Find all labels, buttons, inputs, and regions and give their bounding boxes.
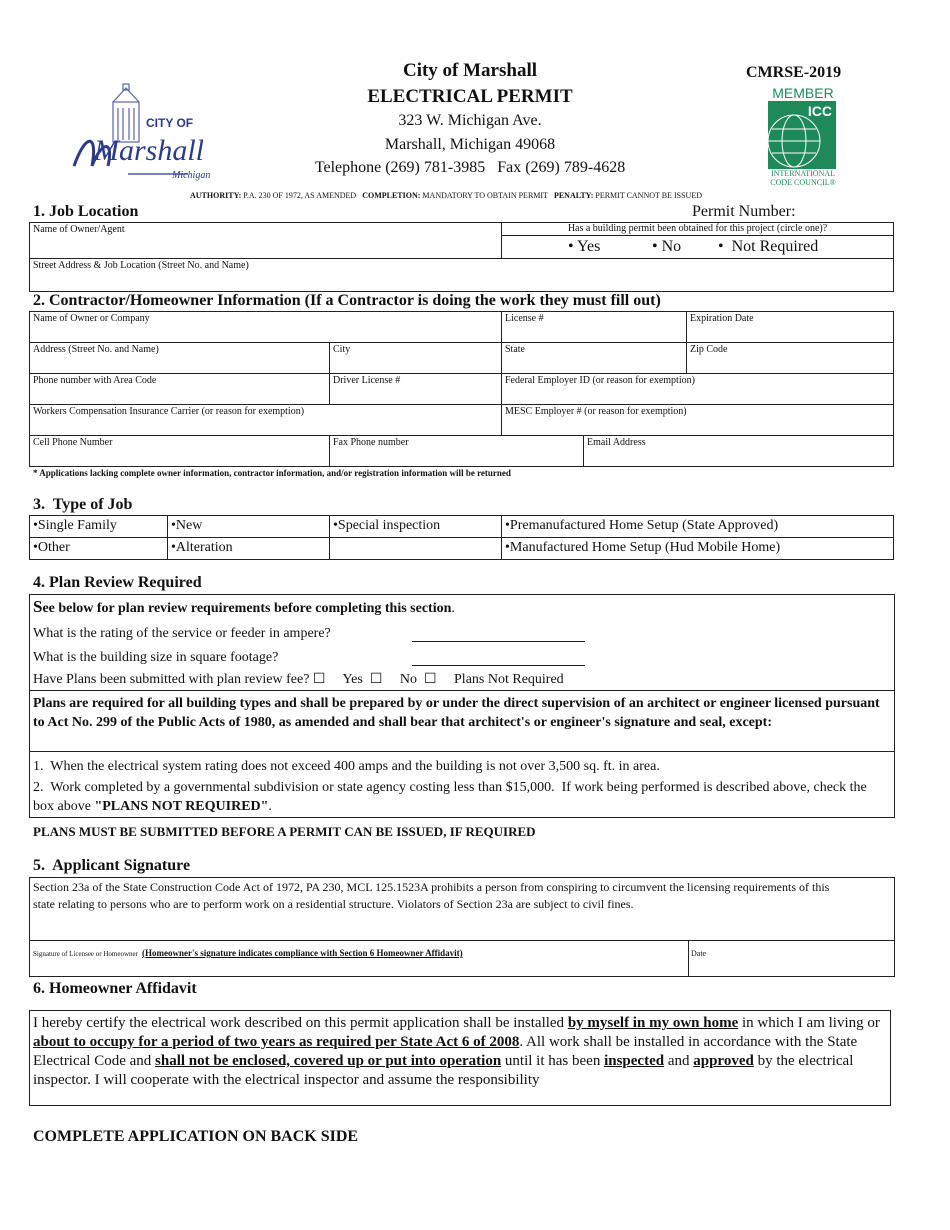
sig-date-divider: [688, 940, 689, 977]
city-logo: [68, 82, 218, 186]
plans-question[interactable]: Have Plans been submitted with plan review fee? ☐ Yes ☐ No ☐ Plans Not Required: [33, 672, 564, 687]
job-special-inspection[interactable]: [329, 515, 502, 538]
job-premanufactured-label: •Premanufactured Home Setup (State Approved): [505, 518, 779, 533]
exception-2-end: .: [268, 799, 272, 814]
owner-agent-field[interactable]: [29, 222, 502, 259]
option-not-required[interactable]: • Not Required: [718, 238, 819, 255]
mesc-label: MESC Employer # (or reason for exemption): [505, 406, 687, 417]
authority-line: [190, 191, 702, 200]
rating-question: What is the rating of the service or feeder in ampere?: [33, 626, 331, 641]
fein-field[interactable]: [501, 373, 894, 405]
authority-label: AUTHORITY:: [190, 191, 242, 200]
signature-note: (Homeowner's signature indicates compliance with Section 6 Homeowner Affidavit): [141, 948, 463, 958]
city-label: City: [333, 344, 351, 355]
size-question: What is the building size in square footage?: [33, 650, 279, 665]
city-state-line: Marshall, Michigan 49068: [384, 136, 556, 153]
permit-number-label: Permit Number:: [692, 203, 796, 220]
building-permit-question: [501, 222, 894, 236]
street-address-label: Street Address & Job Location (Street No. and Name): [33, 260, 249, 271]
aff-u5: approved: [693, 1053, 754, 1069]
expiration-label: Expiration Date: [690, 313, 754, 324]
plan-divider-1: [29, 690, 895, 691]
intro-s: S: [33, 597, 43, 616]
size-input[interactable]: [412, 665, 585, 666]
rating-input[interactable]: [412, 641, 585, 642]
job-manufactured[interactable]: [501, 537, 894, 560]
date-field[interactable]: [691, 943, 891, 973]
signature-field[interactable]: [33, 943, 683, 973]
zip-label: Zip Code: [690, 344, 728, 355]
email-field[interactable]: [583, 435, 894, 467]
state-field[interactable]: [501, 342, 687, 374]
workers-comp-label: Workers Compensation Insurance Carrier (or reason for exemption): [33, 406, 305, 417]
building-permit-options: [501, 235, 894, 259]
aff-u4: inspected: [604, 1053, 665, 1069]
owner-company-label: Name of Owner or Company: [33, 313, 150, 324]
applications-note: * Applications lacking complete owner information, contractor information, and/or registration information will be returned: [33, 468, 511, 478]
owner-company-field[interactable]: [29, 311, 502, 343]
city-name: City of Marshall: [402, 60, 538, 81]
sig-divider: [29, 940, 895, 941]
mesc-field[interactable]: [501, 404, 894, 436]
section5-title: 5. Applicant Signature: [33, 857, 191, 874]
icc-member: MEMBER: [772, 85, 834, 101]
aff-p1: I hereby certify the electrical work described on this permit application shall be installed: [33, 1015, 568, 1031]
plan-review-intro: [33, 597, 455, 617]
completion-label: COMPLETION:: [362, 191, 421, 200]
exception-2-text: 2. Work completed by a governmental subdivision or state agency costing less than $15,000. If work being performed is described above, check the box above: [33, 780, 871, 814]
aff-p6: by the electrical inspector. I will cooperate with the electrical inspector and assume the responsibility: [33, 1053, 854, 1088]
form-title: ELECTRICAL PERMIT: [367, 86, 573, 107]
footer-notice: COMPLETE APPLICATION ON BACK SIDE: [33, 1128, 359, 1145]
job-new-label: •New: [171, 518, 203, 533]
penalty-text: PERMIT CANNOT BE ISSUED: [595, 191, 702, 200]
logo-michigan: Michigan: [172, 170, 211, 181]
intro-dot: .: [451, 601, 455, 616]
signature-label: Signature of Licensee or Homeowner: [33, 950, 138, 958]
license-field[interactable]: [501, 311, 687, 343]
job-blank: [329, 537, 502, 560]
fein-label: Federal Employer ID (or reason for exemption): [505, 375, 695, 386]
phone-field[interactable]: [29, 373, 330, 405]
workers-comp-field[interactable]: [29, 404, 502, 436]
job-other-label: •Other: [33, 540, 70, 555]
section6-title: 6. Homeowner Affidavit: [33, 980, 197, 997]
plans-required-text: Plans are required for all building types and shall be prepared by or under the direct supervision of an architect or engineer licensed pursuant to Act No. 299 of the Public Acts of 1980, as amended and shall bear that architect's or engineer's signature and seal, except:: [33, 696, 880, 730]
option-no[interactable]: • No: [652, 238, 682, 255]
expiration-field[interactable]: [686, 311, 894, 343]
logo-city-of: CITY OF: [146, 116, 194, 130]
license-label: License #: [505, 313, 544, 324]
city-field[interactable]: [329, 342, 502, 374]
address-label: Address (Street No. and Name): [33, 344, 159, 355]
plan-divider-2: [29, 751, 895, 752]
section2-title: 2. Contractor/Homeowner Information (If a Contractor is doing the work they must fill out): [33, 292, 661, 309]
job-manufactured-label: •Manufactured Home Setup (Hud Mobile Home): [505, 540, 781, 555]
job-alteration[interactable]: [167, 537, 330, 560]
job-new[interactable]: [167, 515, 330, 538]
job-special-inspection-label: •Special inspection: [333, 518, 441, 533]
zip-field[interactable]: [686, 342, 894, 374]
icc-line2: CODE COUNCIL®: [770, 178, 836, 187]
globe-icon: [768, 101, 836, 169]
aff-p2: in which I am living or: [738, 1015, 880, 1031]
section3-title: 3. Type of Job: [33, 496, 133, 513]
icc-logo: [766, 85, 840, 189]
intro-rest: ee below for plan review requirements before completing this section: [42, 601, 452, 616]
completion-text: MANDATORY TO OBTAIN PERMIT: [422, 191, 548, 200]
form-id: CMRSE-2019: [746, 64, 842, 81]
icc-text: ICC: [807, 103, 832, 119]
aff-u1: by myself in my own home: [567, 1015, 739, 1031]
owner-agent-label: Name of Owner/Agent: [33, 224, 125, 235]
icc-line1: INTERNATIONAL: [771, 169, 835, 178]
section23a-text: Section 23a of the State Construction Code Act of 1972, PA 230, MCL 125.1523A prohibits a person from conspiring to circumvent the licensing requirements of this state relating to persons who are to perform work on a residential structure. Violators of Section 23a are subject to civil fines.: [33, 880, 830, 911]
aff-u3: shall not be enclosed, covered up or put into operation: [155, 1053, 502, 1069]
job-alteration-label: •Alteration: [171, 540, 233, 555]
authority-text: P.A. 230 OF 1972, AS AMENDED: [243, 191, 357, 200]
phone-line: Telephone (269) 781-3985 Fax (269) 789-4628: [314, 159, 626, 176]
penalty-label: PENALTY:: [553, 191, 594, 200]
exception-2-bold: "PLANS NOT REQUIRED": [94, 799, 269, 814]
section4-title: 4. Plan Review Required: [33, 574, 202, 591]
plans-must-notice: PLANS MUST BE SUBMITTED BEFORE A PERMIT CAN BE ISSUED, IF REQUIRED: [33, 824, 536, 839]
section1-title: 1. Job Location: [33, 203, 139, 220]
cell-phone-label: Cell Phone Number: [33, 437, 113, 448]
aff-p3: . All work shall be installed in accordance with the State Electrical Code and: [33, 1034, 858, 1069]
address-field[interactable]: [29, 342, 330, 374]
phone-label: Phone number with Area Code: [33, 375, 157, 386]
fax-field[interactable]: [329, 435, 584, 467]
job-premanufactured[interactable]: [501, 515, 894, 538]
cell-phone-field[interactable]: [29, 435, 330, 467]
driver-license-label: Driver License #: [333, 375, 401, 386]
state-label: State: [505, 344, 525, 355]
date-label: Date: [691, 949, 707, 958]
option-yes[interactable]: • Yes: [568, 238, 601, 255]
job-single-family[interactable]: [29, 515, 168, 538]
exception-1: 1. When the electrical system rating does not exceed 400 amps and the building is not over 3,500 sq. ft. in area.: [33, 759, 660, 774]
exception-2: [33, 778, 891, 816]
aff-p5: and: [664, 1053, 694, 1069]
driver-license-field[interactable]: [329, 373, 502, 405]
aff-p4: until it has been: [501, 1053, 605, 1069]
email-label: Email Address: [587, 437, 646, 448]
street-address-field[interactable]: [29, 258, 894, 292]
aff-u2: about to occupy for a period of two years as required per State Act 6 of 2008: [33, 1034, 520, 1050]
building-permit-label: Has a building permit been obtained for this project (circle one)?: [567, 223, 828, 234]
job-other[interactable]: [29, 537, 168, 560]
affidavit-text: [33, 1014, 885, 1090]
address-line: 323 W. Michigan Ave.: [398, 112, 542, 129]
logo-marshall: Marshall: [94, 134, 205, 167]
job-single-family-label: •Single Family: [33, 518, 117, 533]
fax-label: Fax Phone number: [333, 437, 409, 448]
